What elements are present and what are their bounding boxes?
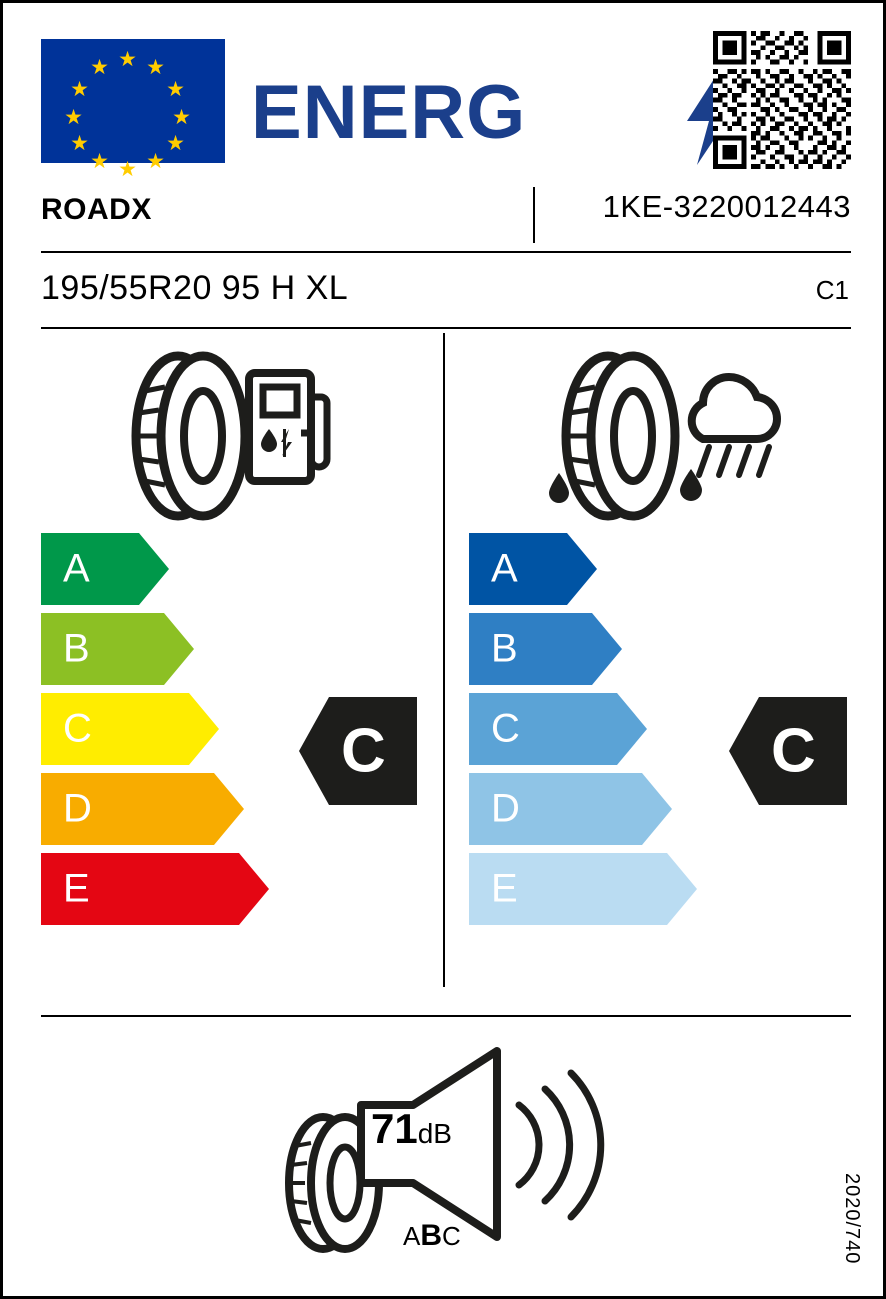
grade-letter: E xyxy=(63,866,90,911)
fuel-efficiency-pictogram xyxy=(123,351,333,521)
divider-top xyxy=(41,251,851,253)
brand-name: ROADX xyxy=(41,193,152,226)
grade-arrow-shape xyxy=(41,533,169,605)
noise-value: 71 xyxy=(371,1105,418,1152)
grade-arrow-shape xyxy=(469,533,597,605)
column-divider xyxy=(443,333,445,987)
grade-letter: A xyxy=(491,546,518,591)
noise-class-b-selected: B xyxy=(420,1219,443,1252)
model-code-box xyxy=(533,187,851,243)
tyre-size-row xyxy=(41,269,851,321)
wet-grip-result xyxy=(729,697,847,805)
fuel-pump-icon xyxy=(249,373,327,481)
noise-class-group xyxy=(403,1219,461,1253)
noise-section xyxy=(283,1043,613,1258)
grade-letter: A xyxy=(63,546,90,591)
divider-middle xyxy=(41,327,851,329)
fuel-efficiency-result xyxy=(299,697,417,805)
qr-code-icon xyxy=(713,31,851,169)
eu-flag-icon: ★ ★ ★ ★ ★ ★ ★ ★ ★ ★ ★ ★ xyxy=(41,39,225,163)
rain-cloud-icon xyxy=(692,377,777,475)
noise-class-c: C xyxy=(442,1221,461,1251)
grade-letter: B xyxy=(491,626,518,671)
wet-grip-pictogram xyxy=(533,351,803,521)
grade-letter: D xyxy=(491,786,520,831)
grade-letter: C xyxy=(63,706,92,751)
brand-row xyxy=(41,189,851,249)
sound-waves-icon xyxy=(519,1073,601,1217)
label-header xyxy=(41,31,851,181)
grade-letter: B xyxy=(63,626,90,671)
tyre-class: C1 xyxy=(815,275,849,305)
noise-class-a: A xyxy=(403,1221,421,1251)
grade-letter: E xyxy=(491,866,518,911)
tyre-icon xyxy=(136,356,245,516)
tyre-icon xyxy=(566,356,675,516)
energy-title: ENERG xyxy=(251,70,527,155)
tyre-size: 195/55R20 95 H XL xyxy=(41,269,349,307)
noise-value-group xyxy=(371,1105,452,1153)
noise-unit: dB xyxy=(417,1118,452,1149)
model-code: 1KE-3220012443 xyxy=(602,189,851,224)
divider-bottom xyxy=(41,1015,851,1017)
grade-letter: D xyxy=(63,786,92,831)
grip-result-letter: C xyxy=(771,716,816,786)
regulation-reference: 2020/740 xyxy=(841,1172,863,1264)
fuel-result-letter: C xyxy=(341,716,386,786)
grade-letter: C xyxy=(491,706,520,751)
